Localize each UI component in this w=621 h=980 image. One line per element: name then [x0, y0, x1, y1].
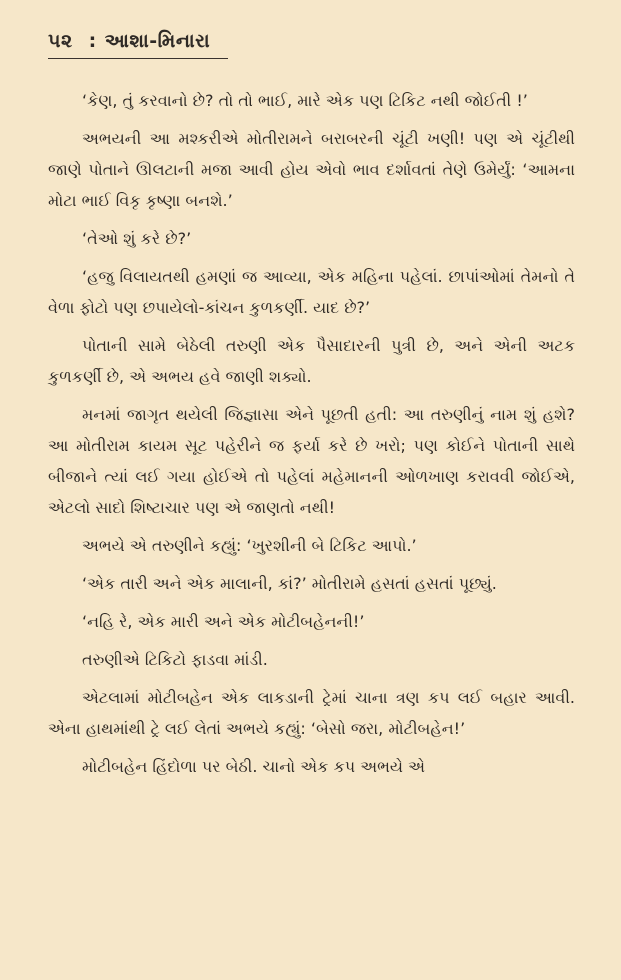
- chapter-title: આશા-મિનારા: [104, 30, 211, 52]
- paragraph: એટલામાં મોટીબહેન એક લાકડાની ટ્રેમાં ચાના ત્રણ કપ લઈ બહાર આવી. એના હાથમાંથી ટ્રે લઈ લેતાં અભયે કહ્યું: ‘બેસો જરા, મોટીબહેન!’: [48, 688, 575, 738]
- paragraph: પોતાની સામે બેઠેલી તરુણી એક પૈસાદારની પુત્રી છે, અને એની અટક કુળકર્ણી છે, એ અભય હવે જાણી શક્યો.: [48, 336, 575, 386]
- paragraph: અભયે એ તરુણીને કહ્યું: ‘ખુરશીની બે ટિકિટ આપો.’: [82, 536, 417, 555]
- paragraph: મનમાં જાગૃત થયેલી જિજ્ઞાસા એને પૂછતી હતી: આ તરુણીનું નામ શું હશે? આ મોતીરામ કાયમ સૂટ પહેરીને જ ફર્યા કરે છે ખરો; પણ કોઈને પોતાની સાથે બીજાને ત્યાં લઈ ગયા હોઈએ તો પહેલાં મહેમાનની ઓળખાણ કરાવવી જોઈએ, એટલો સાદો શિષ્ટાચાર પણ એ જાણતો નથી!: [48, 405, 575, 517]
- page-number: ૫૨: [48, 30, 73, 52]
- paragraph: તરુણીએ ટિકિટો ફાડવા માંડી.: [82, 650, 268, 669]
- paragraph: ‘તેઓ શું કરે છે?’: [82, 229, 192, 248]
- paragraph: મોટીબહેન હિંદોળા પર બેઠી. ચાનો એક કપ અભયે એ: [82, 757, 425, 776]
- body-text: [48, 85, 575, 782]
- paragraph: ‘નહિ રે, એક મારી અને એક મોટીબહેનની!’: [82, 612, 365, 631]
- page-header: [48, 30, 575, 52]
- paragraph: અભયની આ મશ્કરીએ મોતીરામને બરાબરની ચૂંટી ખણી! પણ એ ચૂંટીથી જાણે પોતાને ઊલટાની મજા આવી હોય એવો ભાવ દર્શાવતાં તેણે ઉમેર્યું: ‘આમના મોટા ભાઈ વિકૃ કૃષ્ણા બનશે.’: [48, 129, 575, 210]
- paragraph: ‘એક તારી અને એક માલાની, કાં?’ મોતીરામે હસતાં હસતાં પૂછ્યું.: [82, 574, 497, 593]
- paragraph: ‘કેણ, તું કરવાનો છે? તો તો ભાઈ, મારે એક પણ ટિકિટ નથી જોઈતી !’: [82, 91, 528, 110]
- paragraph: ‘હજુ વિલાયતથી હમણાં જ આવ્યા, એક મહિના પહેલાં. છાપાંઓમાં તેમનો તે વેળા ફોટો પણ છપાયેલો-કાંચન કુળકર્ણી. યાદ છે?’: [48, 267, 575, 317]
- header-rule: [48, 58, 228, 59]
- header-separator: :: [88, 30, 97, 52]
